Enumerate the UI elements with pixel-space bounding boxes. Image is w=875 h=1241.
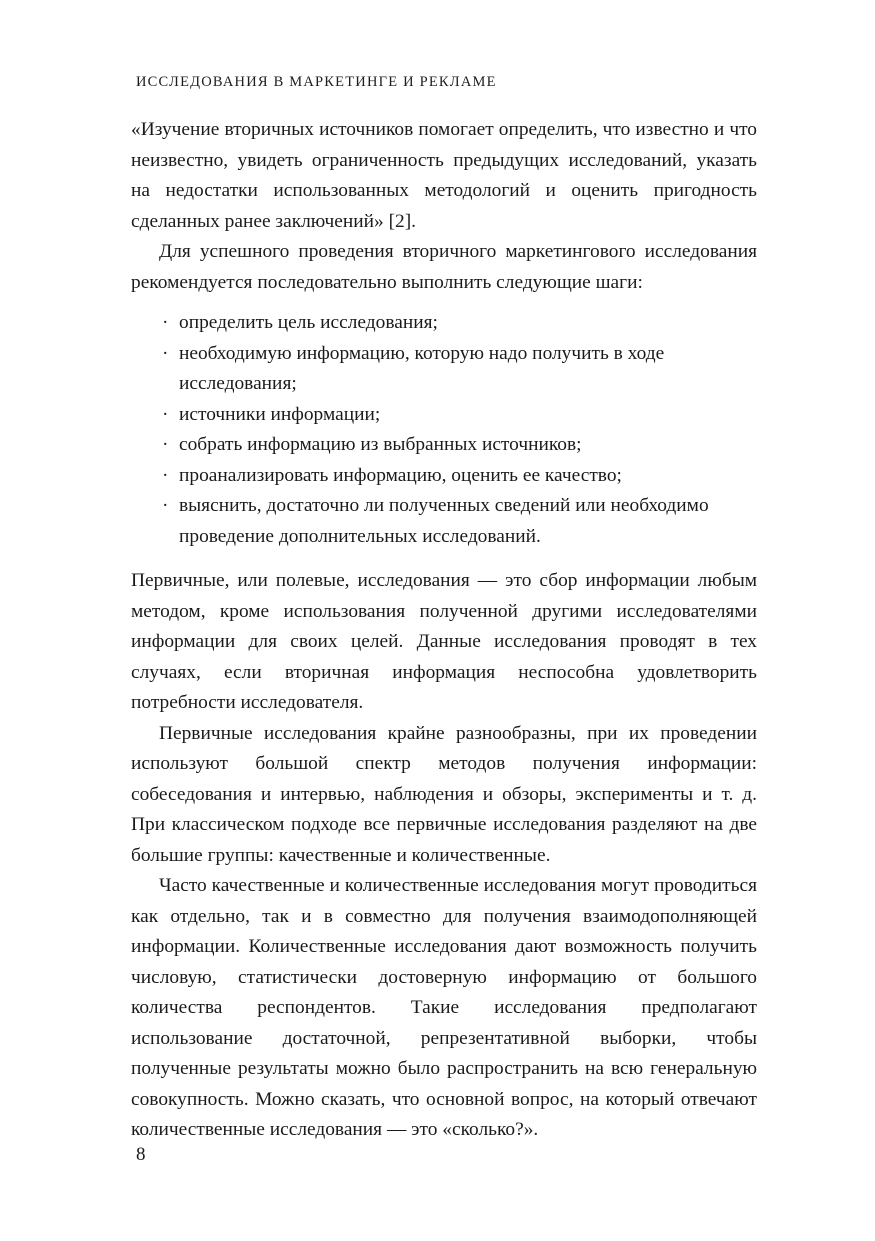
paragraph-quote-secondary-sources: «Изучение вторичных источников помогает определить, что известно и что неизвестно, увидеть ограниченность предыдущих исследований, указать на недостатки использованных методологий и оценить пригодность сделанных ранее заключений» [2].	[131, 119, 757, 232]
bullet-icon: ·	[162, 495, 169, 516]
research-steps-list	[131, 308, 757, 552]
bullet-icon: ·	[162, 403, 169, 425]
list-item-label: выяснить, достаточно ли полученных сведений или необходимо проведение дополнительных исследований.	[179, 495, 709, 547]
paragraph-qualitative-quantitative: Часто качественные и количественные исследования могут проводиться как отдельно, так и в совместно для получения взаимодополняющей информации. Количественные исследования дают возможность получить числовую, статистически достоверную информацию от большого количества респондентов. Такие исследования предполагают использование достаточной, репрезентативной выборки, чтобы полученные результаты можно было распространить на всю генеральную совокупность. Можно сказать, что основной вопрос, на который отвечают количественные исследования — это «сколько?».	[131, 875, 757, 1140]
running-head: ИССЛЕДОВАНИЯ В МАРКЕТИНГЕ И РЕКЛАМЕ	[136, 74, 497, 90]
list-item-label: проанализировать информацию, оценить ее качество;	[179, 464, 622, 486]
paragraph-primary-research-variety: Первичные исследования крайне разнообразны, при их проведении используют большой спектр методов получения информации: собеседования и интервью, наблюдения и обзоры, эксперименты и т. д. При классическом подходе все первичные исследования разделяют на две большие группы: качественные и количественные.	[131, 722, 757, 866]
bullet-icon: ·	[162, 342, 169, 364]
list-item	[131, 461, 757, 492]
list-item-label: необходимую информацию, которую надо получить в ходе исследования;	[179, 342, 665, 394]
paragraph-secondary-research-steps-intro: Для успешного проведения вторичного маркетингового исследования рекомендуется последовательно выполнить следующие шаги:	[131, 241, 757, 293]
page-content	[131, 74, 757, 1146]
list-item	[131, 308, 757, 339]
list-item-label: источники информации;	[179, 403, 381, 425]
list-item	[131, 430, 757, 461]
list-item	[131, 339, 757, 400]
bullet-icon: ·	[162, 434, 169, 455]
paragraph-primary-research-definition: Первичные, или полевые, исследования — это сбор информации любым методом, кроме использования полученной другими исследователями информации для своих целей. Данные исследования проводят в тех случаях, если вторичная информация неспособна удовлетворить потребности исследователя.	[131, 570, 757, 713]
page-number: 8	[136, 1144, 146, 1165]
list-item-label: определить цель исследования;	[179, 312, 438, 333]
bullet-icon: ·	[162, 464, 169, 486]
list-item-label: собрать информацию из выбранных источников;	[179, 434, 582, 455]
list-item	[131, 491, 757, 552]
list-item	[131, 400, 757, 431]
bullet-icon: ·	[162, 312, 169, 333]
